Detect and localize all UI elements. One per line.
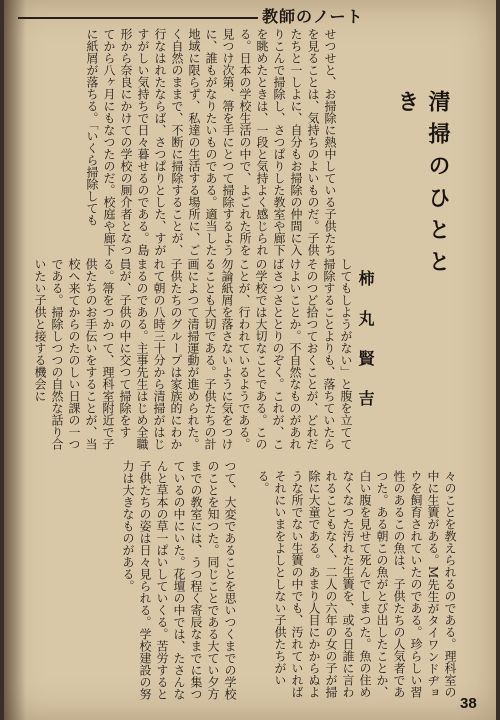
article-author: 柿丸賢吉 — [356, 270, 375, 430]
section-title: 教師のノート — [262, 7, 364, 26]
article-title: 清掃のひととき — [394, 90, 451, 282]
body-text-block-middle: してもしようがない」と腹を立てて掃除することよりも、落ちていたらそのつど拾つておくことが、どれだけよいことか。不自然なものがあればさつさととりのぞく。これが、この学校では大切なことである。このことが、行われているようである。勿論紙屑を落さないように気をつけることも大切である。子供たちの計画によつて清掃運動が進められた。子供たちのグループは家族的にわかれて朝の八時三十分から清掃がはじまるのである。主事先生はじめ全職員が、子供の中に交つて掃除をする。箒をつかつて、理科室附近で子供たちのお手伝いをすることが、当校へ来てからのたのしい日課の一つである。掃除しつつの自然な話り合いたい子供と接する機会に — [33, 258, 353, 450]
body-text-block-bottom-right: 々のことを教えられるのである。理科室の中に生簀がある。M先生がタイワンドヂョウを飼育されていたのである。珍らしい習性のあるこの魚は、子供たちの人気者であつた。ある朝この魚がとび出したことか、白い腹を見せて死んでしまつた。魚の住めなくなつた汚れた生簀を、或る日誰に言われることもなく、二人の六年の女の子が掃除に大童である。あまり人目にかからぬような所でない生簀の中でも、汚れていればそれにいまをよしとしない子供たちがいる。 — [256, 470, 457, 699]
page-number: 38 — [460, 695, 477, 712]
header-rule — [18, 17, 258, 19]
magazine-page — [4, 0, 496, 720]
body-text-block-bottom-left: つて、大変であることを思いつくまでの学校のことを知つた。同じことである大てい夕方までの教室には、うつ程く寄辰なまでに集つているの中にいた。花壇の中では、たさんなんと草本の草一ぱいしていくる。苦労すると子供たちの姿は日々見られる。学校建設の努力は大きなものがある。 — [121, 460, 237, 700]
body-text-block-top-left: せつせと、お掃除に熱中している子供たちを見ることは、気持ちのよいものだ。子供たちと一しよに、自分もお掃除の仲間に入りこんで掃除し、さつぱりした教室や廊下を眺めたときは、一段と気持よく感じられる。日本の学校生活の中で、よごれた所を見つけ次第、箒を手にとつて掃除するように、誰もがなりたいものである。適当した地域に限らず、私達の生活する場所に、ごく自然のままで、不断に掃除することが、行なはれたならば、さつぱりとした、すがすがしい気持ちで日々暮せるのである。島形から奈良にかけての学校の厠介者となつてから八ヶ月にもなつたのだ。校庭や廊下に紙屑が落ちる。「いくら掃除しても — [85, 28, 337, 256]
